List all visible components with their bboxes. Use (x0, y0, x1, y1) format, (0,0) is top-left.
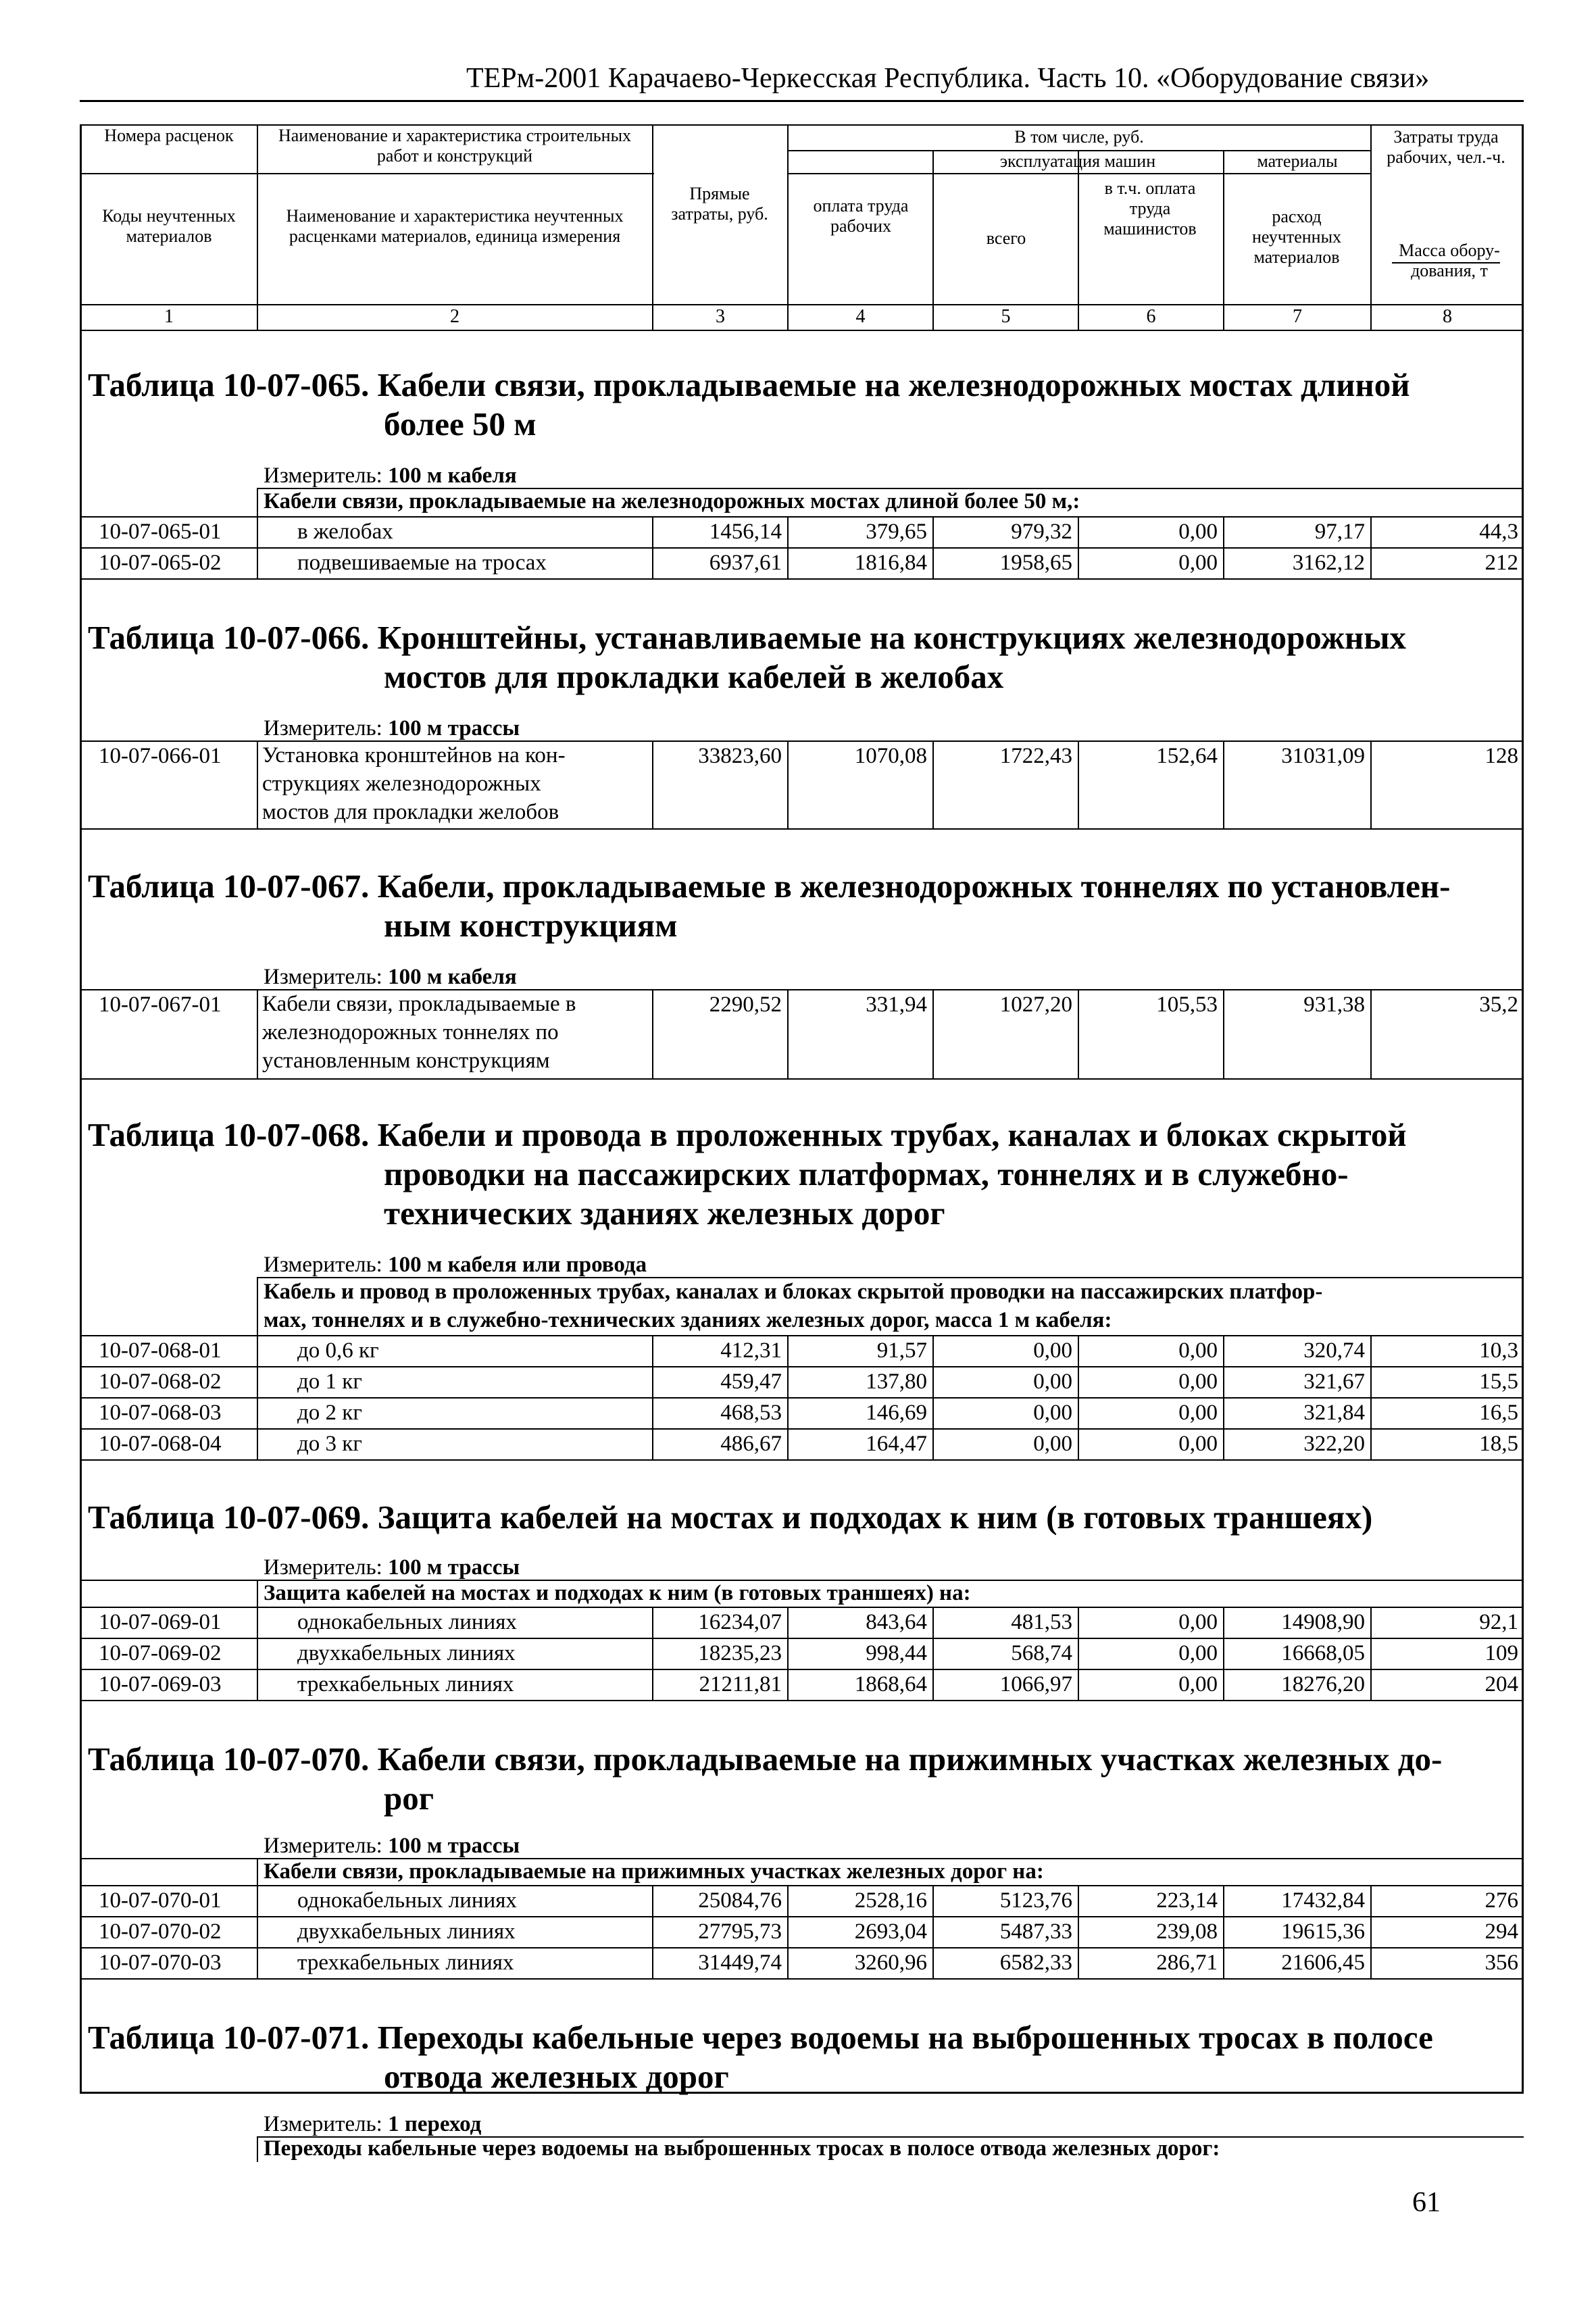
rate-code: 10-07-068-04 (99, 1432, 222, 1456)
worker-pay: 1070,08 (854, 744, 927, 768)
page-frame (80, 124, 1524, 2094)
machinist-pay: 239,08 (1156, 1919, 1218, 1944)
machinist-pay: 105,53 (1156, 992, 1218, 1017)
rate-code: 10-07-068-03 (99, 1401, 222, 1425)
direct-costs: 33823,60 (698, 744, 782, 768)
col-materials: материалы (1257, 151, 1338, 171)
col-codes-bottom: Коды неучтенных материалов (102, 206, 236, 246)
col-num-3: 3 (716, 306, 725, 327)
rate-code: 10-07-068-01 (99, 1338, 222, 1363)
labor: 44,3 (1479, 520, 1518, 544)
machine-total: 481,53 (1011, 1610, 1072, 1634)
row-name: однокабельных линиях (297, 1888, 517, 1913)
row-name: Кабели связи, прокладываемые в (262, 992, 576, 1016)
labor: 92,1 (1479, 1610, 1518, 1634)
measure-unit: Измеритель: 100 м трассы (264, 1555, 520, 1580)
col-num-1: 1 (164, 306, 174, 327)
worker-pay: 3260,96 (854, 1951, 927, 1975)
materials: 97,17 (1314, 520, 1365, 544)
machinist-pay: 0,00 (1178, 551, 1218, 575)
row-name: однокабельных линиях (297, 1610, 517, 1634)
col-codes-top: Номера расценок (104, 126, 234, 145)
machinist-pay: 286,71 (1156, 1951, 1218, 1975)
materials: 321,84 (1303, 1401, 1365, 1425)
machine-total: 568,74 (1011, 1641, 1072, 1665)
machine-total: 5487,33 (999, 1919, 1072, 1944)
row-name-cont: мостов для прокладки желобов (262, 800, 559, 824)
table-title-cont: мостов для прокладки кабелей в желобах (384, 658, 1004, 695)
measure-unit: Измеритель: 100 м трассы (264, 716, 520, 740)
rate-code: 10-07-065-01 (99, 520, 222, 544)
direct-costs: 18235,23 (698, 1641, 782, 1665)
rate-code: 10-07-068-02 (99, 1369, 222, 1394)
materials: 17432,84 (1281, 1888, 1365, 1913)
worker-pay: 164,47 (866, 1432, 927, 1456)
direct-costs: 6937,61 (709, 551, 782, 575)
rate-code: 10-07-065-02 (99, 551, 222, 575)
row-name: в желобах (297, 520, 393, 544)
rate-code: 10-07-069-01 (99, 1610, 222, 1634)
machine-total: 1958,65 (999, 551, 1072, 575)
direct-costs: 1456,14 (709, 520, 782, 544)
worker-pay: 137,80 (866, 1369, 927, 1394)
machine-total: 0,00 (1033, 1432, 1072, 1456)
table-title: Таблица 10-07-067. Кабели, прокладываемые в железнодорожных тоннелях по установлен- (88, 867, 1451, 905)
labor: 212 (1485, 551, 1518, 575)
machine-total: 1027,20 (999, 992, 1072, 1017)
header-rule (80, 100, 1524, 102)
labor: 18,5 (1479, 1432, 1518, 1456)
materials: 322,20 (1303, 1432, 1365, 1456)
machinist-pay: 223,14 (1156, 1888, 1218, 1913)
table-title-cont: технических зданиях железных дорог (384, 1194, 945, 1232)
machine-total: 0,00 (1033, 1369, 1072, 1394)
machinist-pay: 152,64 (1156, 744, 1218, 768)
col-num-2: 2 (450, 306, 459, 327)
machine-total: 1066,97 (999, 1672, 1072, 1696)
table-title: Таблица 10-07-070. Кабели связи, прокладываемые на прижимных участках железных до- (88, 1740, 1443, 1778)
worker-pay: 2528,16 (854, 1888, 927, 1913)
group-caption: Кабель и провод в проложенных трубах, каналах и блоках скрытой проводки на пассажирских платфор- (264, 1280, 1323, 1304)
machinist-pay: 0,00 (1178, 1610, 1218, 1634)
col-num-6: 6 (1146, 306, 1156, 327)
worker-pay: 91,57 (876, 1338, 927, 1363)
group-caption: Кабели связи, прокладываемые на прижимных участках железных дорог на: (264, 1859, 1044, 1884)
group-caption-cont: мах, тоннелях и в служебно-технических зданиях железных дорог, масса 1 м кабеля: (264, 1308, 1112, 1332)
table-title: Таблица 10-07-071. Переходы кабельные через водоемы на выброшенных тросах в полосе (88, 2019, 1433, 2056)
col-total: всего (986, 228, 1026, 248)
materials: 16668,05 (1281, 1641, 1365, 1665)
materials: 18276,20 (1281, 1672, 1365, 1696)
machine-total: 979,32 (1011, 520, 1072, 544)
row-name: трехкабельных линиях (297, 1672, 514, 1696)
col-mass: Масса обору-дования, т (1399, 241, 1500, 280)
col-num-5: 5 (1001, 306, 1011, 327)
rate-code: 10-07-066-01 (99, 744, 222, 768)
worker-pay: 331,94 (866, 992, 927, 1017)
row-name-cont: установленным конструкциям (262, 1049, 550, 1073)
machine-total: 0,00 (1033, 1401, 1072, 1425)
machinist-pay: 0,00 (1178, 1338, 1218, 1363)
col-machinists: в т.ч. оплата труда машинистов (1103, 178, 1197, 238)
table-title-cont: отвода железных дорог (384, 2058, 729, 2095)
rate-code: 10-07-069-03 (99, 1672, 222, 1696)
rate-code: 10-07-070-03 (99, 1951, 222, 1975)
col-num-4: 4 (855, 306, 866, 327)
direct-costs: 25084,76 (698, 1888, 782, 1913)
table-title: Таблица 10-07-068. Кабели и провода в проложенных трубах, каналах и блоках скрытой (88, 1116, 1407, 1153)
materials: 19615,36 (1281, 1919, 1365, 1944)
measure-unit: Измеритель: 100 м трассы (264, 1834, 520, 1858)
materials: 21606,45 (1281, 1951, 1365, 1975)
measure-unit: Измеритель: 1 переход (264, 2112, 482, 2136)
running-header: ТЕРм-2001 Карачаево-Черкесская Республика. Часть 10. «Оборудование связи» (466, 63, 1430, 94)
direct-costs: 16234,07 (698, 1610, 782, 1634)
col-name-top: Наименование и характеристика строительных работ и конструкций (278, 126, 632, 166)
machinist-pay: 0,00 (1178, 1641, 1218, 1665)
col-machine-op: эксплуатация машин (999, 151, 1156, 171)
table-title-cont: рог (384, 1780, 434, 1817)
labor: 15,5 (1479, 1369, 1518, 1394)
materials: 3162,12 (1292, 551, 1365, 575)
labor: 16,5 (1479, 1401, 1518, 1425)
direct-costs: 468,53 (720, 1401, 782, 1425)
row-name-cont: железнодорожных тоннелях по (262, 1020, 559, 1045)
rate-code: 10-07-069-02 (99, 1641, 222, 1665)
machine-total: 6582,33 (999, 1951, 1072, 1975)
table-title-cont: более 50 м (384, 405, 537, 443)
materials: 321,67 (1303, 1369, 1365, 1394)
col-labor: Затраты труда рабочих, чел.-ч. (1387, 127, 1505, 167)
measure-unit: Измеритель: 100 м кабеля или провода (264, 1253, 647, 1277)
table-title: Таблица 10-07-065. Кабели связи, прокладываемые на железнодорожных мостах длиной (88, 366, 1410, 403)
row-name: Установка кронштейнов на кон- (262, 743, 566, 768)
direct-costs: 27795,73 (698, 1919, 782, 1944)
direct-costs: 31449,74 (698, 1951, 782, 1975)
labor: 204 (1485, 1672, 1518, 1696)
row-name: до 1 кг (297, 1369, 362, 1394)
rate-code: 10-07-070-01 (99, 1888, 222, 1913)
labor: 10,3 (1479, 1338, 1518, 1363)
group-caption: Кабели связи, прокладываемые на железнодорожных мостах длиной более 50 м,: (264, 489, 1080, 513)
machinist-pay: 0,00 (1178, 520, 1218, 544)
col-pay: оплата труда рабочих (813, 196, 909, 236)
labor: 294 (1485, 1919, 1518, 1944)
worker-pay: 998,44 (866, 1641, 927, 1665)
col-num-7: 7 (1293, 306, 1302, 327)
table-title-cont: ным конструкциям (384, 907, 678, 944)
col-incl: В том числе, руб. (1014, 127, 1144, 147)
worker-pay: 1868,64 (854, 1672, 927, 1696)
machine-total: 1722,43 (999, 744, 1072, 768)
row-name: до 3 кг (297, 1432, 362, 1456)
worker-pay: 1816,84 (854, 551, 927, 575)
group-caption: Переходы кабельные через водоемы на выброшенных тросах в полосе отвода железных дорог: (264, 2136, 1220, 2161)
rate-code: 10-07-067-01 (99, 992, 222, 1017)
rate-code: 10-07-070-02 (99, 1919, 222, 1944)
direct-costs: 2290,52 (709, 992, 782, 1017)
worker-pay: 2693,04 (854, 1919, 927, 1944)
materials: 14908,90 (1281, 1610, 1365, 1634)
worker-pay: 146,69 (866, 1401, 927, 1425)
group-caption: Защита кабелей на мостах и подходах к ним (в готовых траншеях) на: (264, 1581, 971, 1605)
direct-costs: 412,31 (720, 1338, 782, 1363)
direct-costs: 459,47 (720, 1369, 782, 1394)
row-name: трехкабельных линиях (297, 1951, 514, 1975)
table-title-cont: проводки на пассажирских платформах, тоннелях и в служебно- (384, 1155, 1349, 1192)
direct-costs: 21211,81 (699, 1672, 782, 1696)
row-name: двухкабельных линиях (297, 1919, 516, 1944)
machinist-pay: 0,00 (1178, 1672, 1218, 1696)
materials: 31031,09 (1281, 744, 1365, 768)
col-direct-costs: Прямые затраты, руб. (671, 184, 768, 224)
row-name: двухкабельных линиях (297, 1641, 516, 1665)
table-title: Таблица 10-07-069. Защита кабелей на мостах и подходах к ним (в готовых траншеях) (88, 1499, 1373, 1536)
labor: 35,2 (1479, 992, 1518, 1017)
col-name-bottom: Наименование и характеристика неучтенных расценками материалов, единица измерения (286, 206, 624, 246)
worker-pay: 843,64 (866, 1610, 927, 1634)
direct-costs: 486,67 (720, 1432, 782, 1456)
table-title: Таблица 10-07-066. Кронштейны, устанавливаемые на конструкциях железнодорожных (88, 619, 1407, 656)
measure-unit: Измеритель: 100 м кабеля (264, 965, 517, 989)
measure-unit: Измеритель: 100 м кабеля (264, 463, 517, 488)
machine-total: 5123,76 (999, 1888, 1072, 1913)
col-unaccounted-mat: расход неучтенных материалов (1251, 207, 1342, 267)
materials: 320,74 (1303, 1338, 1365, 1363)
materials: 931,38 (1303, 992, 1365, 1017)
col-num-8: 8 (1443, 306, 1452, 327)
worker-pay: 379,65 (866, 520, 927, 544)
row-name-cont: струкциях железнодорожных (262, 772, 541, 796)
machine-total: 0,00 (1033, 1338, 1072, 1363)
row-name: подвешиваемые на тросах (297, 551, 547, 575)
labor: 109 (1485, 1641, 1518, 1665)
labor: 356 (1485, 1951, 1518, 1975)
labor: 128 (1485, 744, 1518, 768)
row-name: до 0,6 кг (297, 1338, 379, 1363)
machinist-pay: 0,00 (1178, 1369, 1218, 1394)
page-number: 61 (1412, 2187, 1441, 2218)
row-name: до 2 кг (297, 1401, 362, 1425)
machinist-pay: 0,00 (1178, 1432, 1218, 1456)
labor: 276 (1485, 1888, 1518, 1913)
machinist-pay: 0,00 (1178, 1401, 1218, 1425)
